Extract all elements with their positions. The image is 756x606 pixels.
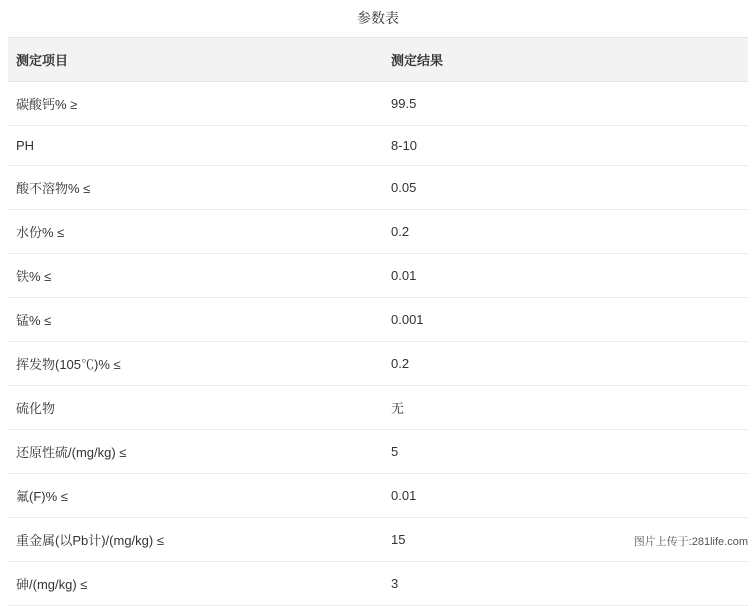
cell-result: 0.2 bbox=[383, 342, 748, 386]
cell-item: 氟(F)% ≤ bbox=[8, 474, 383, 518]
cell-item: 锰% ≤ bbox=[8, 298, 383, 342]
table-row bbox=[8, 126, 748, 166]
cell-item: 水份% ≤ bbox=[8, 210, 383, 254]
watermark-text: 图片上传于:281life.com bbox=[632, 533, 750, 549]
table-row bbox=[8, 430, 748, 474]
table-row bbox=[8, 474, 748, 518]
cell-item: 铁% ≤ bbox=[8, 254, 383, 298]
parameter-table bbox=[8, 37, 748, 606]
table-row bbox=[8, 342, 748, 386]
cell-result: 99.5 bbox=[383, 82, 748, 126]
cell-item: 硫化物 bbox=[8, 386, 383, 430]
table-row bbox=[8, 254, 748, 298]
table-row bbox=[8, 166, 748, 210]
column-header-result: 测定结果 bbox=[383, 38, 748, 82]
table-row bbox=[8, 210, 748, 254]
page-title: 参数表 bbox=[357, 10, 399, 26]
cell-item: PH bbox=[8, 126, 383, 166]
cell-result: 8-10 bbox=[383, 126, 748, 166]
table-row bbox=[8, 82, 748, 126]
cell-result: 0.001 bbox=[383, 298, 748, 342]
cell-item: 还原性硫/(mg/kg) ≤ bbox=[8, 430, 383, 474]
column-header-item: 测定项目 bbox=[8, 38, 383, 82]
cell-item: 砷/(mg/kg) ≤ bbox=[8, 562, 383, 606]
cell-result: 0.01 bbox=[383, 254, 748, 298]
cell-result: 15 bbox=[383, 518, 748, 562]
cell-item: 碳酸钙% ≥ bbox=[8, 82, 383, 126]
table-row bbox=[8, 298, 748, 342]
cell-item: 酸不溶物% ≤ bbox=[8, 166, 383, 210]
cell-result: 0.05 bbox=[383, 166, 748, 210]
table-header-row bbox=[8, 38, 748, 82]
cell-item: 重金属(以Pb计)/(mg/kg) ≤ bbox=[8, 518, 383, 562]
cell-result: 0.2 bbox=[383, 210, 748, 254]
cell-result: 5 bbox=[383, 430, 748, 474]
cell-result: 无 bbox=[383, 386, 748, 430]
table-row bbox=[8, 562, 748, 606]
cell-result: 0.01 bbox=[383, 474, 748, 518]
cell-result: 3 bbox=[383, 562, 748, 606]
cell-item: 挥发物(105℃)% ≤ bbox=[8, 342, 383, 386]
table-row bbox=[8, 386, 748, 430]
